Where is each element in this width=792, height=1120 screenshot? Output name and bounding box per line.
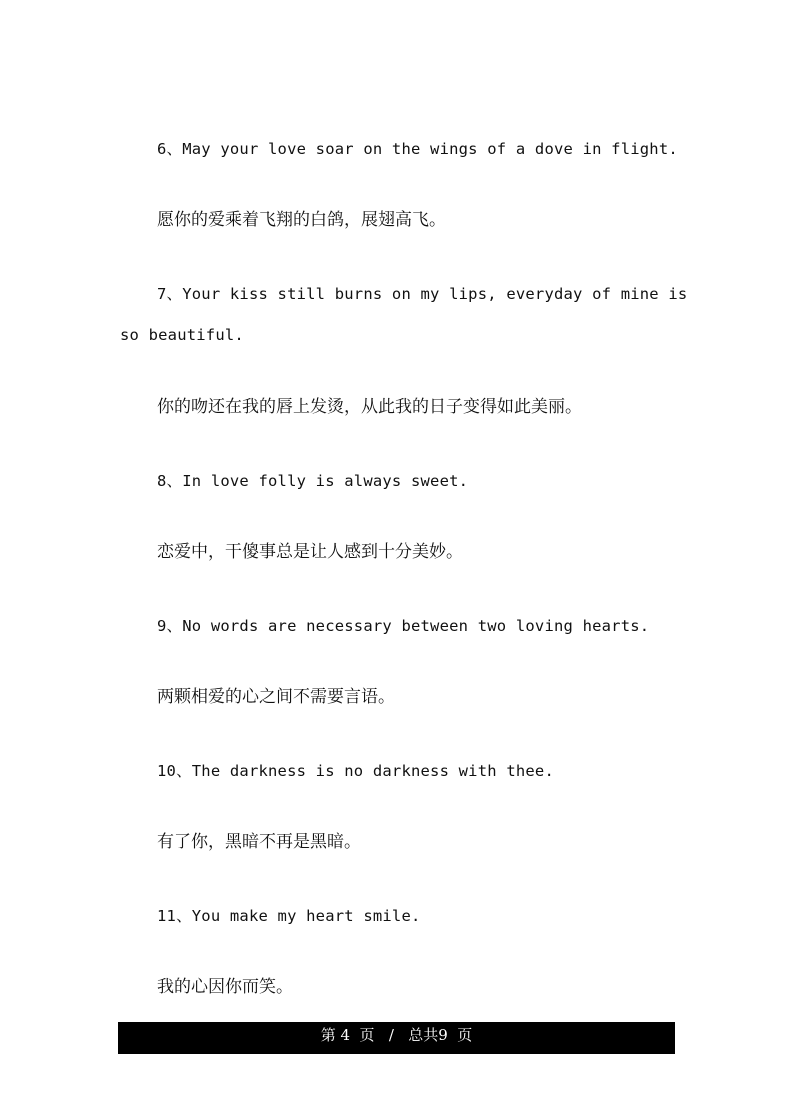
page-number-label: 第 4 页 / 总共9 页 xyxy=(320,1026,473,1044)
page-footer xyxy=(118,1022,675,1054)
quote-7-english-line-1: 7、Your kiss still burns on my lips, everyday of mine is xyxy=(157,285,688,303)
quote-11-chinese: 我的心因你而笑。 xyxy=(157,977,293,997)
quote-7-chinese: 你的吻还在我的唇上发烫，从此我的日子变得如此美丽。 xyxy=(157,397,582,417)
quote-11-english: 11、You make my heart smile. xyxy=(157,907,421,925)
quote-6-english: 6、May your love soar on the wings of a dove in flight. xyxy=(157,140,678,158)
quote-9-chinese: 两颗相爱的心之间不需要言语。 xyxy=(157,687,395,707)
quote-8-english: 8、In love folly is always sweet. xyxy=(157,472,469,490)
quote-6-chinese: 愿你的爱乘着飞翔的白鸽，展翅高飞。 xyxy=(157,210,446,230)
quote-7-english-line-2: so beautiful. xyxy=(120,326,244,344)
quote-8-chinese: 恋爱中，干傻事总是让人感到十分美妙。 xyxy=(157,542,463,562)
quote-10-english: 10、The darkness is no darkness with thee. xyxy=(157,762,554,780)
quote-9-english: 9、No words are necessary between two loving hearts. xyxy=(157,617,650,635)
quote-10-chinese: 有了你，黑暗不再是黑暗。 xyxy=(157,832,361,852)
